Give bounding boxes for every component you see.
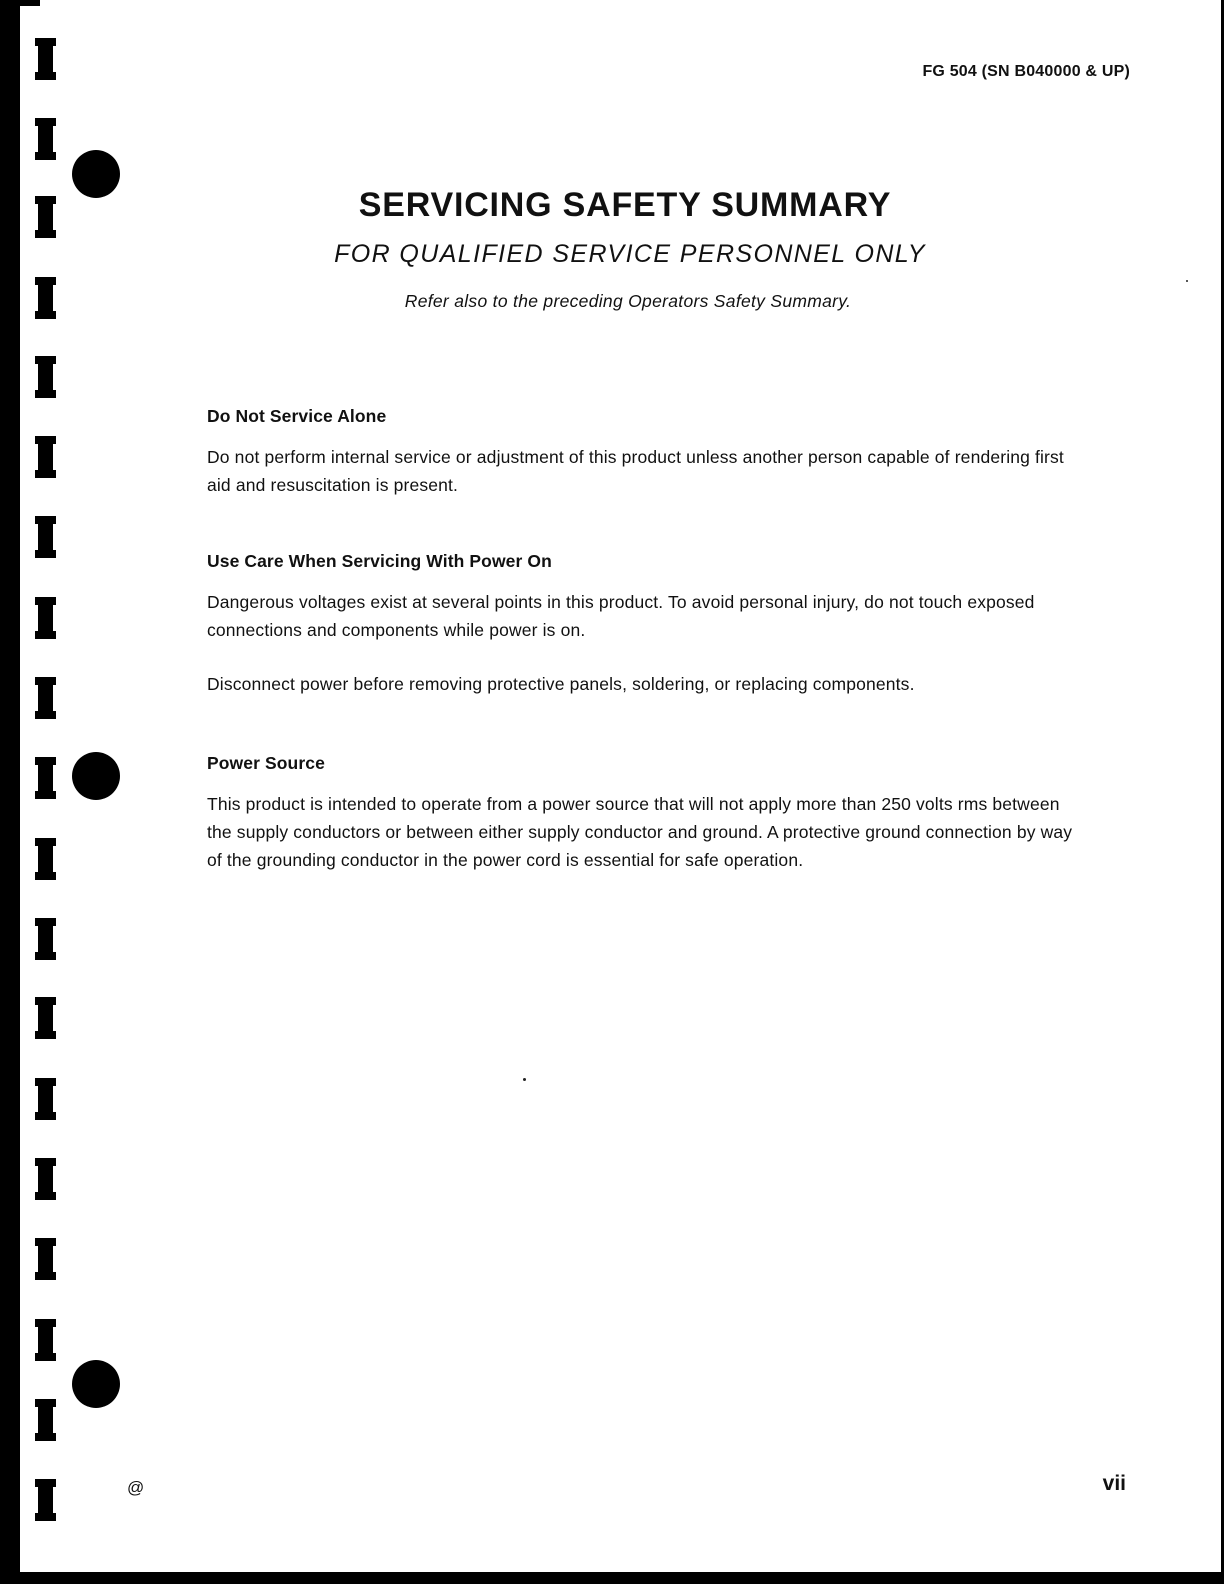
section-heading: Do Not Service Alone	[207, 406, 387, 426]
binder-perforation	[38, 1238, 53, 1280]
scan-bottom-edge	[0, 1572, 1224, 1584]
binder-perforation	[38, 38, 53, 80]
binder-perforation	[38, 1319, 53, 1361]
binder-perforation	[38, 677, 53, 719]
page-title: SERVICING SAFETY SUMMARY	[358, 186, 892, 224]
binder-perforation	[38, 597, 53, 639]
scan-speck	[523, 1078, 526, 1081]
binder-perforation	[38, 356, 53, 398]
copyright-mark: @	[127, 1478, 145, 1497]
binder-hole	[72, 752, 120, 800]
section-paragraph: Do not perform internal service or adjustment of this product unless another person capable of rendering first aid and resuscitation is present.	[207, 447, 1064, 495]
section-paragraph: This product is intended to operate from a power source that will not apply more than 250 volts rms between the supply conductors or between either supply conductor and ground. A protective ground connection by way of the grounding conductor in the power cord is essential for safe operation.	[207, 794, 1073, 870]
binder-perforation	[38, 838, 53, 880]
section-heading: Use Care When Servicing With Power On	[207, 551, 552, 571]
section-paragraph: Disconnect power before removing protective panels, soldering, or replacing components.	[207, 674, 915, 694]
section-heading: Power Source	[207, 753, 325, 773]
section-power-source	[207, 753, 1077, 900]
binder-perforation	[38, 918, 53, 960]
binder-perforation	[38, 436, 53, 478]
scan-speck	[1186, 280, 1188, 282]
binder-perforation	[38, 118, 53, 160]
section-do-not-service-alone	[207, 406, 1077, 525]
reference-note: Refer also to the preceding Operators Safety Summary.	[404, 291, 852, 311]
binder-perforation	[38, 516, 53, 558]
section-paragraph: Dangerous voltages exist at several points in this product. To avoid personal injury, do not touch exposed connections and components while power is on.	[207, 592, 1035, 640]
binder-perforation	[38, 1078, 53, 1120]
scan-top-edge	[0, 0, 40, 6]
binder-hole	[72, 1360, 120, 1408]
binder-perforation	[38, 757, 53, 799]
binder-perforation	[38, 1479, 53, 1521]
page-number: vii	[1102, 1472, 1126, 1495]
scan-left-edge	[0, 0, 20, 1584]
section-servicing-with-power-on	[207, 551, 1077, 724]
running-header: FG 504 (SN B040000 & UP)	[922, 63, 1130, 80]
binder-perforation	[38, 1399, 53, 1441]
binder-perforation	[38, 1158, 53, 1200]
page-subtitle: FOR QUALIFIED SERVICE PERSONNEL ONLY	[334, 240, 926, 268]
binder-perforation	[38, 997, 53, 1039]
